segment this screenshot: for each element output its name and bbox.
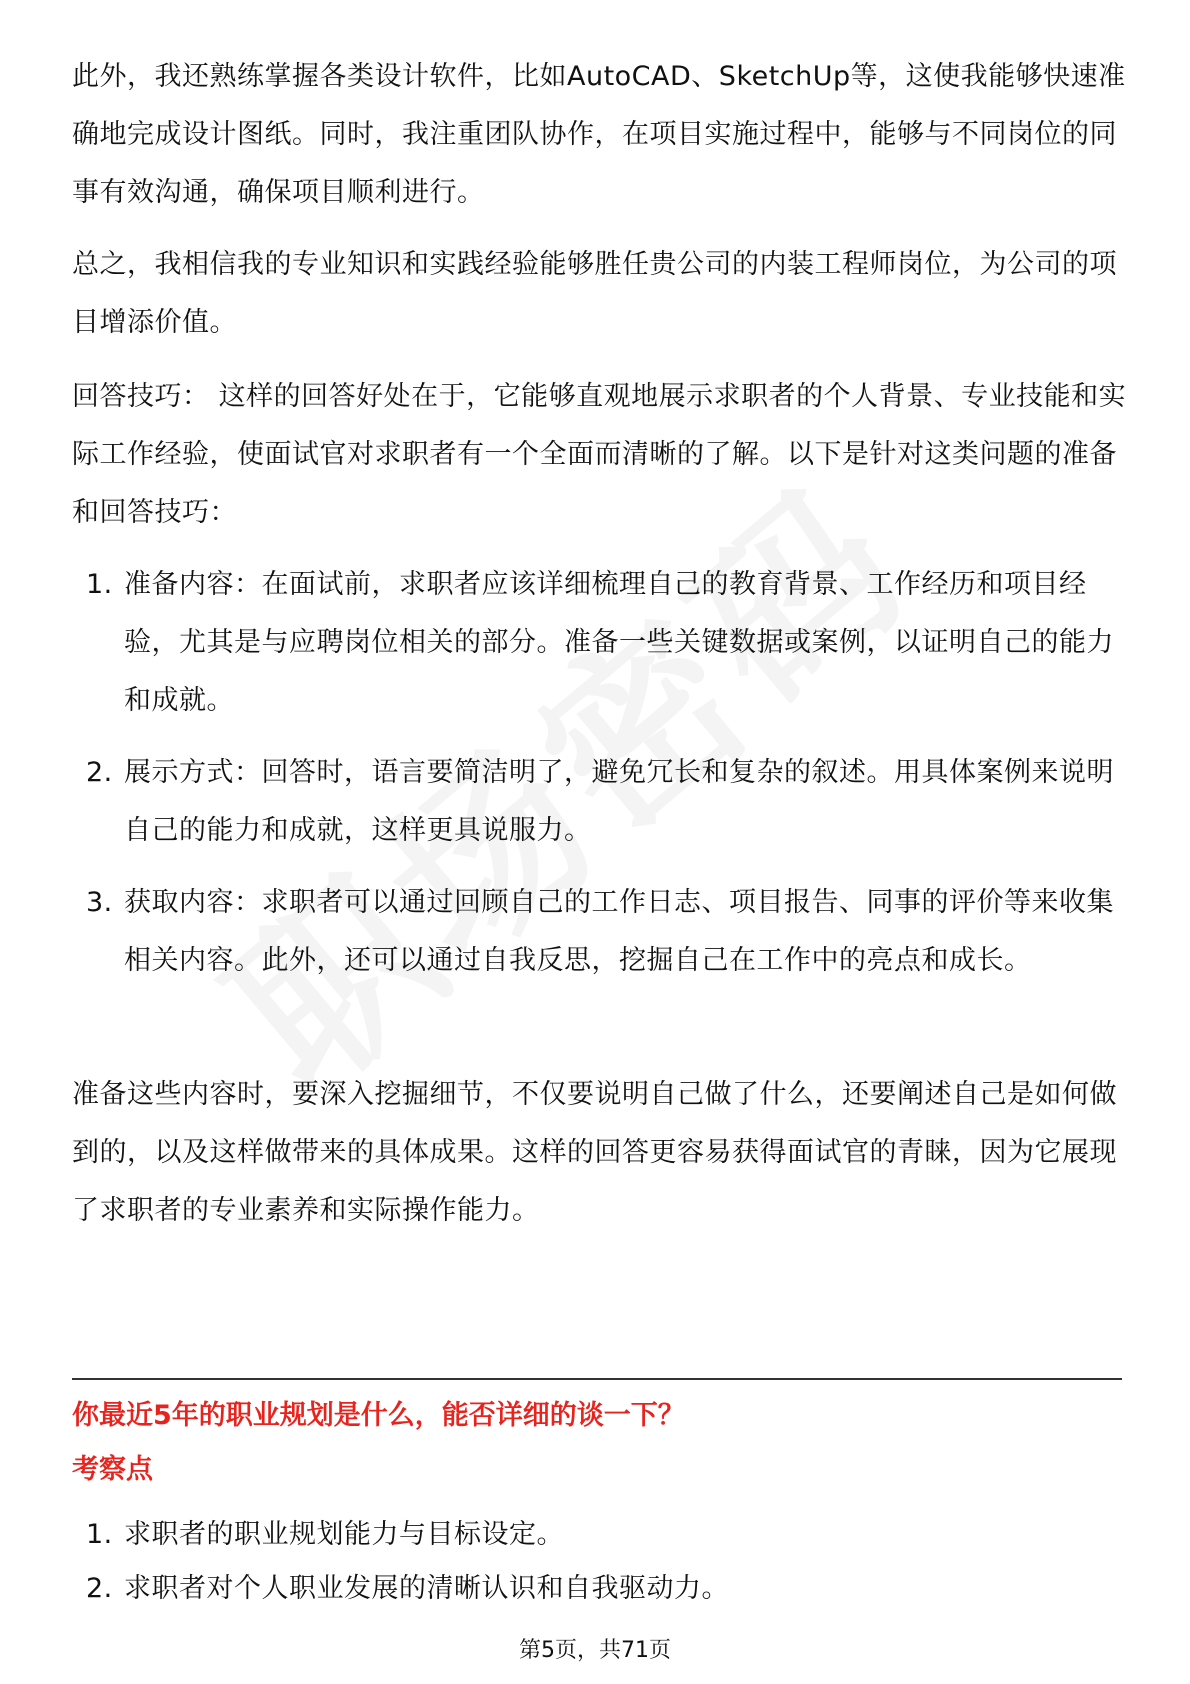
- tips-list: [72, 556, 1132, 990]
- question-subheading: 考察点: [72, 1454, 153, 1485]
- paragraph-intro-skills: 此外，我还熟练掌握各类设计软件，比如AutoCAD、SketchUp等，这使我能够快速准确地完成设计图纸。同时，我注重团队协作，在项目实施过程中，能够与不同岗位的同事有效沟通，确保项目顺利进行。: [72, 61, 1126, 208]
- page-footer: 第5页，共71页: [519, 1638, 671, 1663]
- list-number: 2.: [86, 1573, 113, 1604]
- list-number: 1.: [86, 1519, 113, 1550]
- list-item-text: 准备内容：在面试前，求职者应该详细梳理自己的教育背景、工作经历和项目经验，尤其是与应聘岗位相关的部分。准备一些关键数据或案例，以证明自己的能力和成就。: [124, 569, 1114, 716]
- list-item-text: 求职者的职业规划能力与目标设定。: [124, 1519, 564, 1550]
- question-title: 你最近5年的职业规划是什么，能否详细的谈一下？: [72, 1400, 685, 1431]
- list-item: [72, 744, 1132, 860]
- list-item: [72, 1508, 1132, 1562]
- list-item-text: 获取内容：求职者可以通过回顾自己的工作日志、项目报告、同事的评价等来收集相关内容。此外，还可以通过自我反思，挖掘自己在工作中的亮点和成长。: [124, 887, 1114, 976]
- list-number: 3.: [86, 887, 113, 918]
- list-item: [72, 556, 1132, 730]
- paragraph-closing: 准备这些内容时，要深入挖掘细节，不仅要说明自己做了什么，还要阐述自己是如何做到的，以及这样做带来的具体成果。这样的回答更容易获得面试官的青睐，因为它展现了求职者的专业素养和实际操作能力。: [72, 1079, 1117, 1226]
- list-item: [72, 874, 1132, 990]
- list-item-text: 展示方式：回答时，语言要简洁明了，避免冗长和复杂的叙述。用具体案例来说明自己的能力和成就，这样更具说服力。: [124, 757, 1114, 846]
- list-number: 2.: [86, 757, 113, 788]
- list-item-text: 求职者对个人职业发展的清晰认识和自我驱动力。: [124, 1573, 729, 1604]
- assessment-points-list: [72, 1508, 1132, 1616]
- paragraph-summary: 总之，我相信我的专业知识和实践经验能够胜任贵公司的内装工程师岗位，为公司的项目增添价值。: [72, 249, 1117, 338]
- paragraph-tips-intro: 回答技巧： 这样的回答好处在于，它能够直观地展示求职者的个人背景、专业技能和实际工作经验，使面试官对求职者有一个全面而清晰的了解。以下是针对这类问题的准备和回答技巧：: [72, 381, 1127, 528]
- list-item: [72, 1562, 1132, 1616]
- section-divider: [72, 1378, 1122, 1380]
- list-number: 1.: [86, 569, 113, 600]
